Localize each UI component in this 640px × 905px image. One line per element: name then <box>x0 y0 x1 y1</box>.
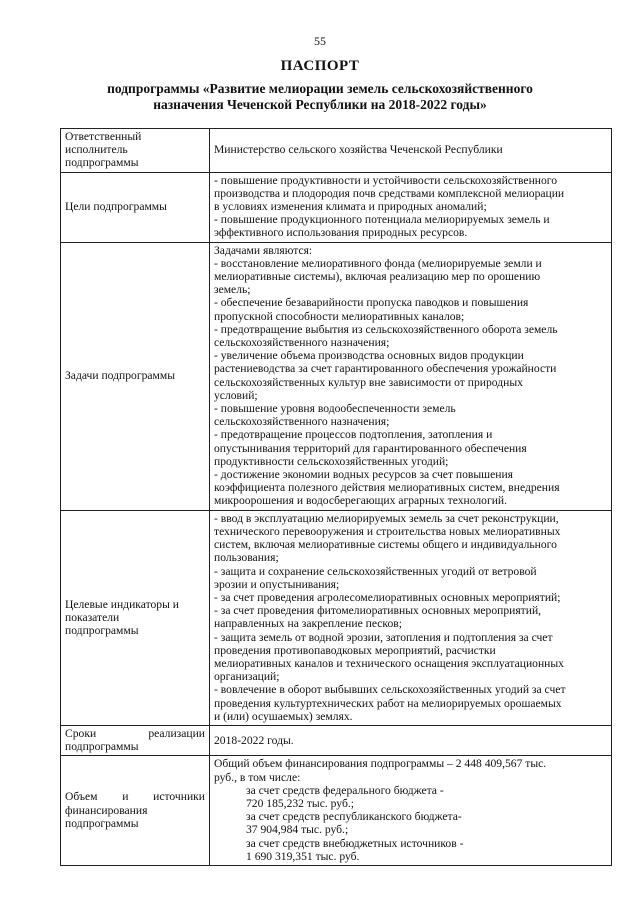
row-label <box>61 242 210 510</box>
label-line: подпрограммы <box>65 156 139 170</box>
table-row <box>61 725 612 755</box>
table-row <box>61 242 612 510</box>
label-line: Задачи подпрограммы <box>65 369 175 383</box>
value-line: - обеспечение безаварийности пропуска паводков и повышения <box>214 296 529 310</box>
value-line: сельскохозяйственного назначения; <box>214 415 390 429</box>
value-line: в условиях изменения климата и природных аномалий; <box>214 200 487 214</box>
label-line: Ответственный <box>65 130 142 143</box>
funding-line: за счет средств республиканского бюджета- <box>246 810 462 824</box>
value-line: производства и плодородия почв средствами комплексной мелиорации <box>214 186 565 200</box>
funding-amount: 720 185,232 тыс. руб.; <box>246 796 354 810</box>
table-row <box>61 510 612 725</box>
label-line: подпрограммы <box>65 623 139 637</box>
value-line: организаций; <box>214 670 280 684</box>
label-justified-line <box>65 727 205 740</box>
value-line: - повышение продукционного потенциала мелиорируемых земель и <box>214 213 550 227</box>
value-line: Общий объем финансирования подпрограммы – 2 448 409,567 тыс. <box>214 757 547 771</box>
label-word: реализации <box>148 726 205 740</box>
document-subtitle <box>60 81 580 113</box>
value-line: - защита и сохранение сельскохозяйственных угодий от ветровой <box>214 564 537 578</box>
table-row <box>61 129 612 173</box>
row-label <box>61 725 210 755</box>
value-line: коэффициента полезного действия мелиоративных систем, внедрения <box>214 481 560 495</box>
row-value <box>210 725 612 755</box>
label-justified-line <box>65 790 205 803</box>
value-line: проведения противопаводковых мероприятий, расчистки <box>214 643 496 657</box>
value-line: сельскохозяйственных культур вне зависимости от природных <box>214 375 523 389</box>
value-line: - ввод в эксплуатацию мелиорируемых земель за счет реконструкции, <box>214 511 559 525</box>
value-line: - восстановление мелиоративного фонда (мелиорируемые земли и <box>214 256 542 270</box>
value-line: растениеводства за счет гарантированного обеспечения урожайности <box>214 362 557 376</box>
value-line: и (или) осушаемых) землях. <box>214 709 353 723</box>
funding-amount: 1 690 319,351 тыс. руб. <box>246 849 360 863</box>
value-line: 2018-2022 годы. <box>214 733 294 747</box>
value-line: Задачами являются: <box>214 243 313 257</box>
funding-amount: 37 904,984 тыс. руб.; <box>246 823 349 837</box>
label-line: подпрограммы <box>65 740 139 754</box>
label-line: исполнитель <box>65 143 128 157</box>
row-value <box>210 172 612 242</box>
row-label <box>61 756 210 866</box>
row-label <box>61 129 210 173</box>
value-line: руб., в том числе: <box>214 770 301 784</box>
value-line: эффективного использования природных ресурсов. <box>214 226 468 240</box>
value-line: - за счет проведения фитомелиоративных основных мероприятий, <box>214 604 542 618</box>
funding-line: за счет средств внебюджетных источников - <box>246 836 464 850</box>
value-line: - вовлечение в оборот выбывших сельскохозяйственных угодий за счет <box>214 683 566 697</box>
value-line: направленных на закрепление песков; <box>214 617 402 631</box>
label-line: финансирования <box>65 803 148 817</box>
value-line: - защита земель от водной эрозии, затопления и подтопления за счет <box>214 630 553 644</box>
value-line: пропускной способности мелиоративных каналов; <box>214 309 465 323</box>
label-word: Сроки <box>65 726 97 740</box>
subtitle-line: подпрограммы «Развитие мелиорации земель сельскохозяйственного <box>107 81 533 96</box>
value-line: условий; <box>214 388 258 402</box>
row-value <box>210 756 612 866</box>
value-line: - за счет проведения агролесомелиоративных основных мероприятий; <box>214 590 561 604</box>
funding-line: за счет средств федерального бюджета - <box>246 783 444 797</box>
label-word: и <box>122 790 129 804</box>
table-row <box>61 172 612 242</box>
value-line: пользования; <box>214 551 279 565</box>
subtitle-line: назначения Чеченской Республики на 2018-2022 годы» <box>153 97 487 112</box>
value-line: проведения культуртехнических работ на мелиорируемых орошаемых <box>214 696 562 710</box>
value-line: эрозии и опустынивания; <box>214 577 340 591</box>
value-line: сельскохозяйственного назначения; <box>214 336 390 350</box>
value-line: - увеличение объема производства основных видов продукции <box>214 349 524 363</box>
row-label <box>61 510 210 725</box>
value-line: систем, включая мелиоративные системы общего и индивидуального <box>214 538 557 552</box>
value-line: продуктивности сельскохозяйственных угодий; <box>214 454 449 468</box>
value-line: технического перевооружения и строительства новых мелиоративных <box>214 524 561 538</box>
value-line: - предотвращение процессов подтопления, затопления и <box>214 428 493 442</box>
row-value <box>210 242 612 510</box>
label-line: показатели <box>65 610 120 624</box>
label-line: подпрограммы <box>65 816 139 830</box>
value-line: - предотвращение выбытия из сельскохозяйственного оборота земель <box>214 322 558 336</box>
label-word: источники <box>153 790 205 804</box>
label-word: Объем <box>65 790 98 804</box>
passport-table <box>60 128 612 866</box>
value-line: микроорошения и водосберегающих аграрных технологий. <box>214 494 508 508</box>
value-line: мелиоративные системы), включая реализацию мер по орошению <box>214 270 541 284</box>
value-line: земель; <box>214 283 251 297</box>
value-line: - достижение экономии водных ресурсов за счет повышения <box>214 468 513 482</box>
table-row <box>61 756 612 866</box>
row-value <box>210 510 612 725</box>
page-number: 55 <box>314 34 326 48</box>
label-line: Целевые индикаторы и <box>65 597 179 611</box>
document-title: ПАСПОРТ <box>280 58 360 74</box>
value-line: - повышение уровня водообеспеченности земель <box>214 402 456 416</box>
row-label <box>61 172 210 242</box>
value-line: - повышение продуктивности и устойчивости сельскохозяйственного <box>214 173 558 187</box>
value-line: опустынивания территорий для гарантированного обеспечения <box>214 441 527 455</box>
label-line: Цели подпрограммы <box>65 200 167 214</box>
value-line: Министерство сельского хозяйства Чеченской Республики <box>214 143 503 157</box>
row-value <box>210 129 612 173</box>
value-line: мелиоративных каналов и технического оснащения эксплуатационных <box>214 656 564 670</box>
